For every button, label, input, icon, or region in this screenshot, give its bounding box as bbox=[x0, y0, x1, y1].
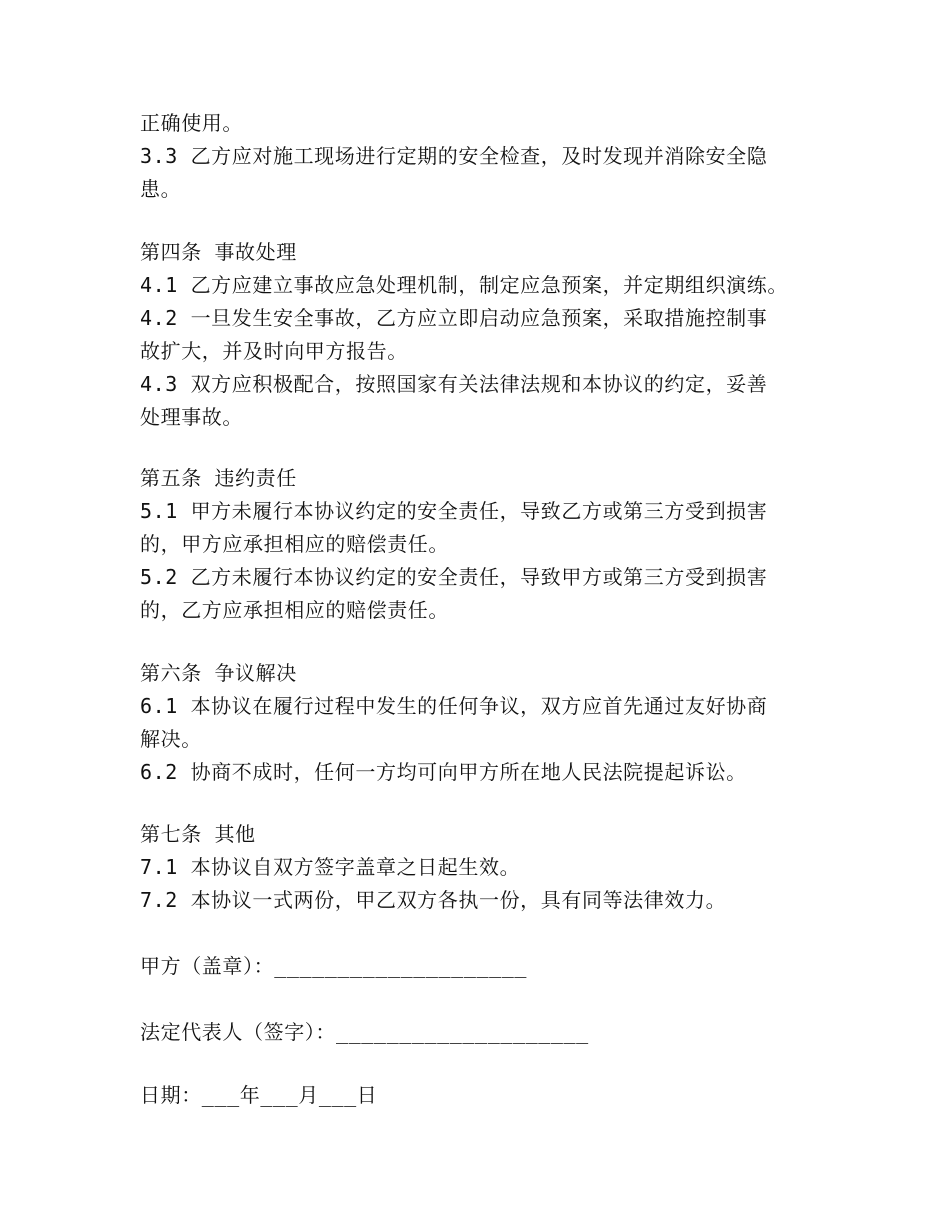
clause-5-1: 5.1 甲方未履行本协议约定的安全责任，导致乙方或第三方受到损害 bbox=[140, 499, 768, 523]
text-line: 解决。 bbox=[140, 727, 202, 751]
clause-4-1: 4.1 乙方应建立事故应急处理机制，制定应急预案，并定期组织演练。 bbox=[140, 273, 788, 297]
section-heading-5: 第五条 违约责任 bbox=[140, 466, 297, 490]
clause-4-2: 4.2 一旦发生安全事故，乙方应立即启动应急预案，采取措施控制事 bbox=[140, 306, 768, 330]
clause-3-3: 3.3 乙方应对施工现场进行定期的安全检查，及时发现并消除安全隐 bbox=[140, 144, 768, 168]
text-line: 的，乙方应承担相应的赔偿责任。 bbox=[140, 598, 449, 622]
date-line: 日期：___年___月___日 bbox=[140, 1083, 378, 1107]
section-heading-7: 第七条 其他 bbox=[140, 822, 256, 846]
clause-7-2: 7.2 本协议一式两份，甲乙双方各执一份，具有同等法律效力。 bbox=[140, 888, 727, 912]
legal-rep-signature-line: 法定代表人（签字）：____________________ bbox=[140, 1020, 589, 1044]
text-line: 患。 bbox=[140, 177, 182, 201]
text-line: 的，甲方应承担相应的赔偿责任。 bbox=[140, 532, 449, 556]
clause-6-2: 6.2 协商不成时，任何一方均可向甲方所在地人民法院提起诉讼。 bbox=[140, 760, 747, 784]
section-heading-6: 第六条 争议解决 bbox=[140, 661, 297, 685]
text-line: 处理事故。 bbox=[140, 405, 243, 429]
clause-5-2: 5.2 乙方未履行本协议约定的安全责任，导致甲方或第三方受到损害 bbox=[140, 565, 768, 589]
section-heading-4: 第四条 事故处理 bbox=[140, 240, 297, 264]
text-line: 故扩大，并及时向甲方报告。 bbox=[140, 339, 408, 363]
clause-4-3: 4.3 双方应积极配合，按照国家有关法律法规和本协议的约定，妥善 bbox=[140, 372, 768, 396]
clause-7-1: 7.1 本协议自双方签字盖章之日起生效。 bbox=[140, 855, 521, 879]
party-a-seal-line: 甲方（盖章）：____________________ bbox=[140, 954, 528, 978]
text-line: 正确使用。 bbox=[140, 111, 243, 135]
clause-6-1: 6.1 本协议在履行过程中发生的任何争议，双方应首先通过友好协商 bbox=[140, 694, 768, 718]
